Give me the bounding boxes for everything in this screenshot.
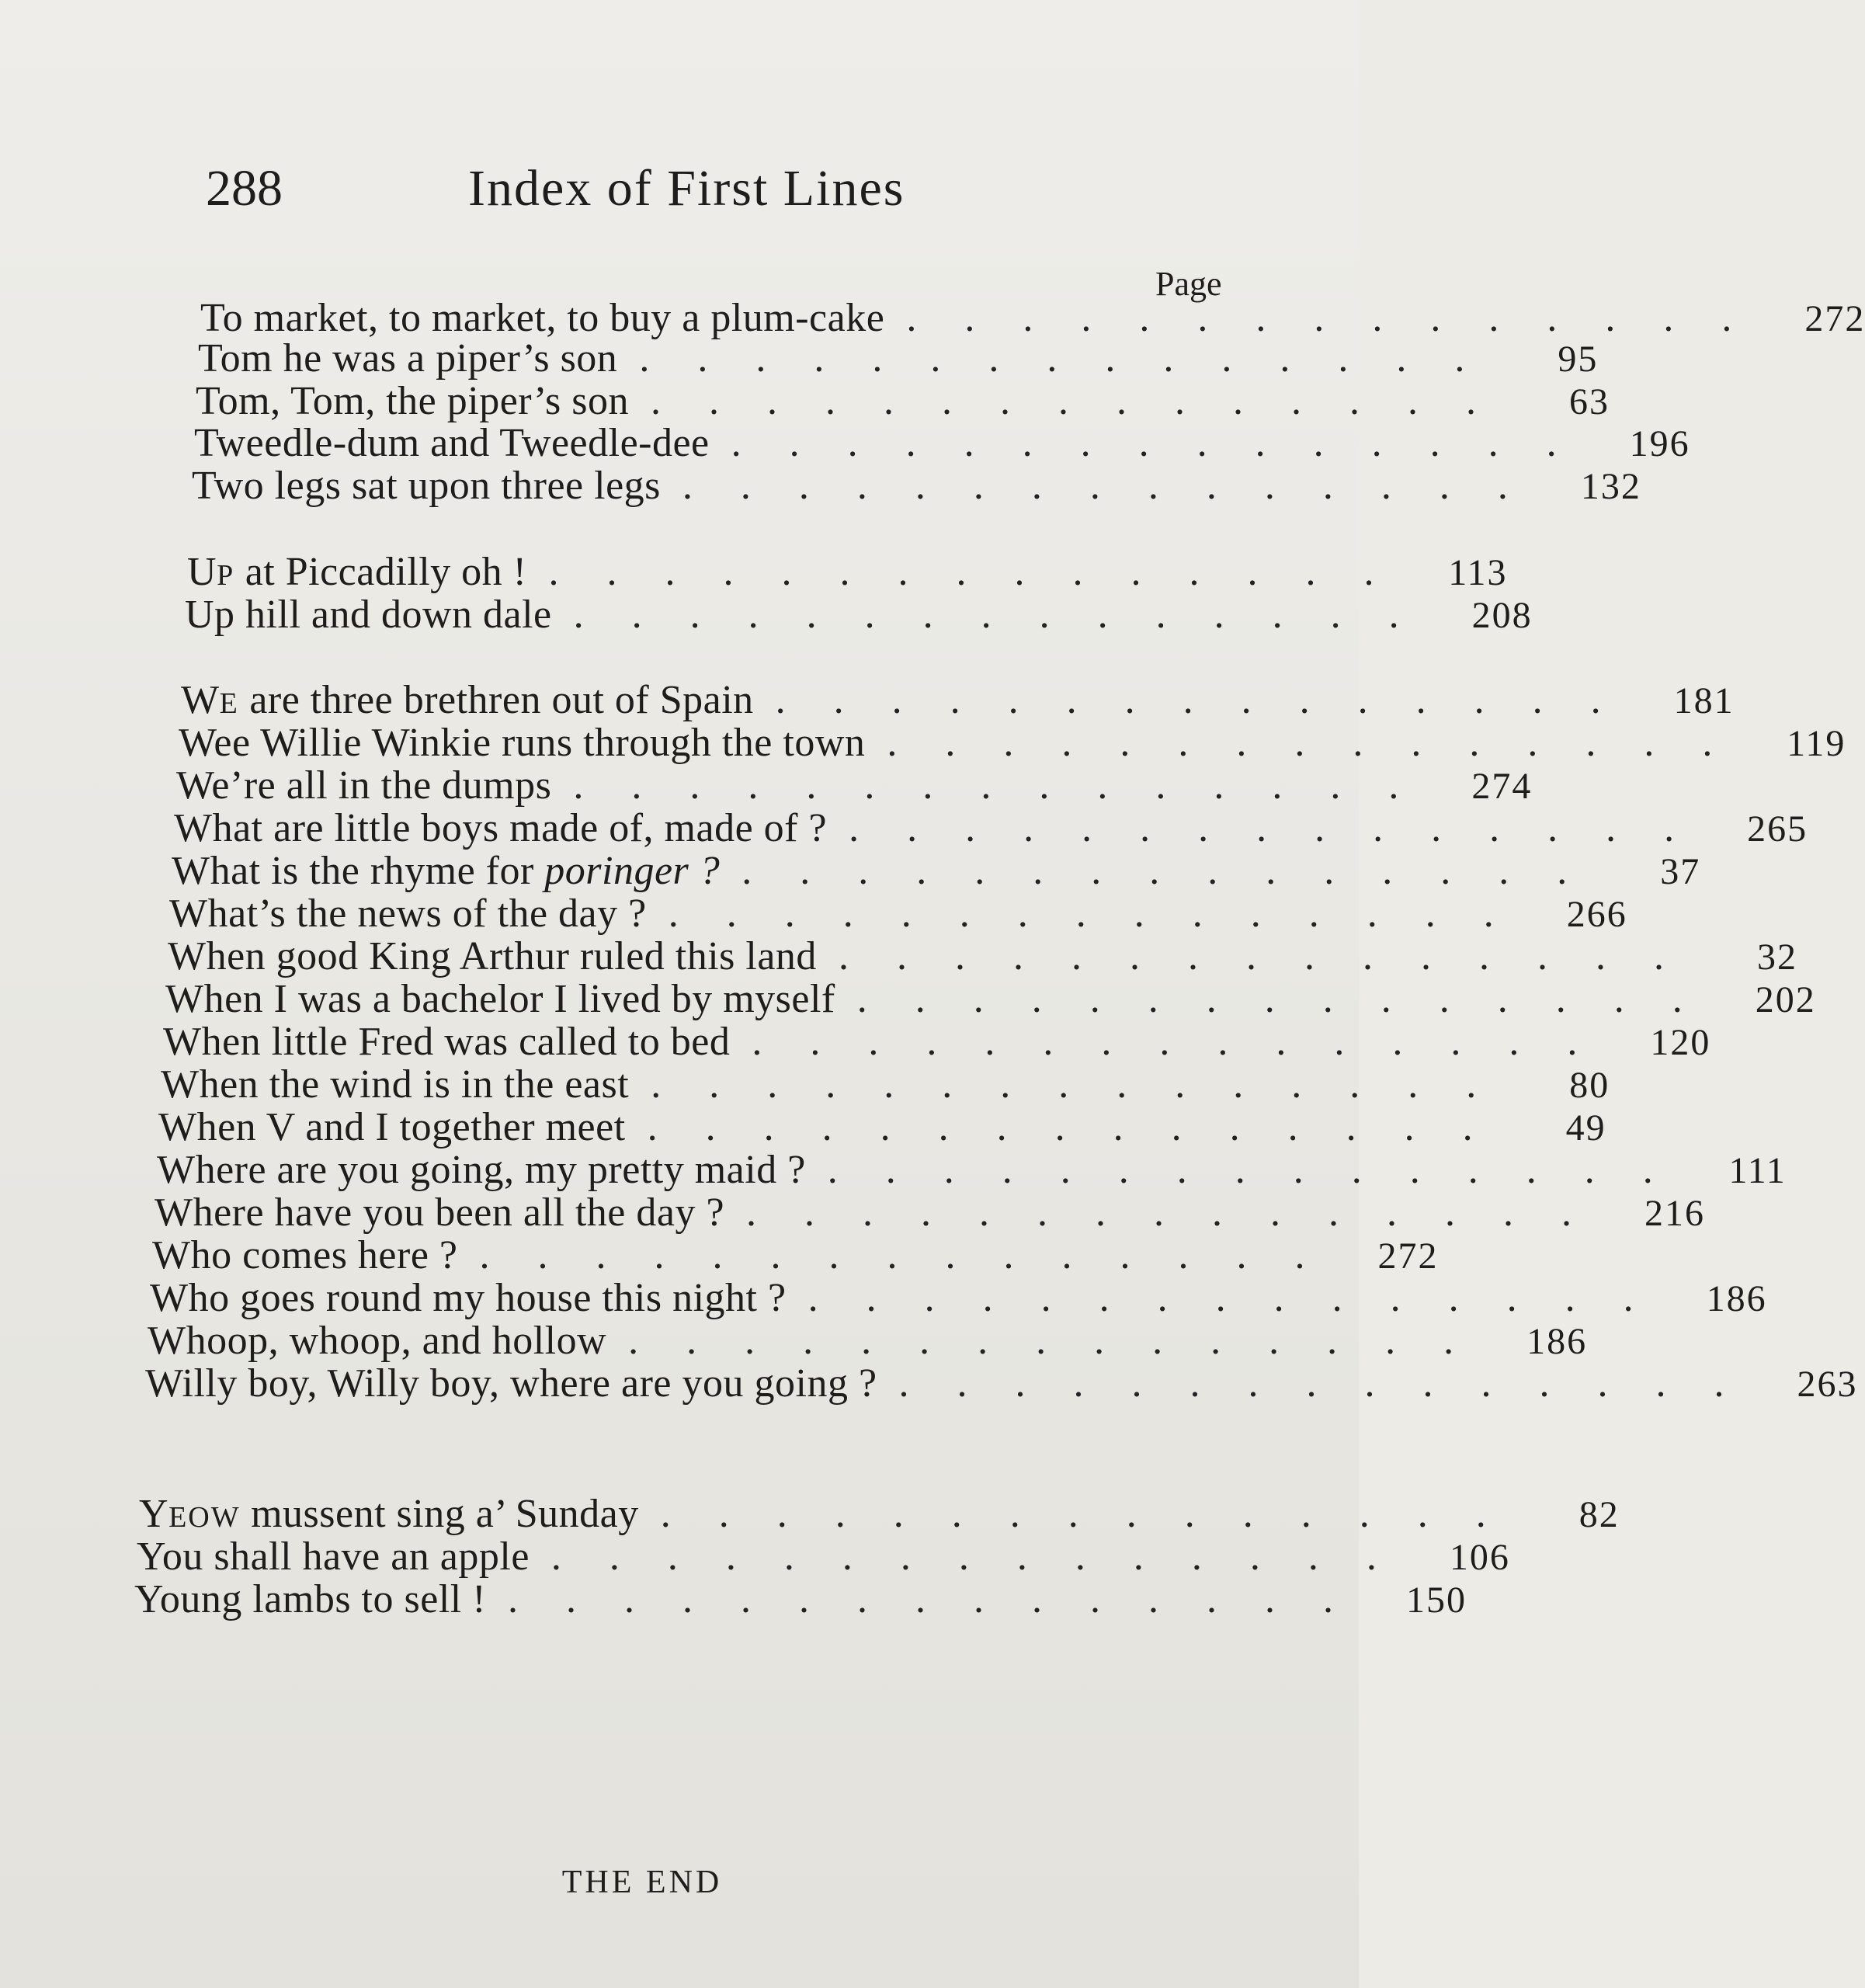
- page-ref: 186: [1526, 1321, 1588, 1362]
- first-line-text: [139, 1491, 639, 1537]
- index-entry: [179, 720, 1846, 766]
- first-line-text: [200, 295, 884, 341]
- line-text-main: are three brethren out of Spain: [249, 678, 754, 722]
- page-ref: 196: [1629, 423, 1690, 464]
- dot-leader: ...............: [746, 1190, 1620, 1235]
- index-entry: [176, 763, 1533, 808]
- index-entry: [196, 378, 1610, 424]
- line-text-main: When little Fred was called to bed: [163, 1020, 731, 1064]
- index-entry: [200, 295, 1865, 341]
- dot-leader: ...............: [639, 336, 1513, 381]
- the-end-text: THE END: [561, 1865, 723, 1900]
- line-text-main: mussent sing a’ Sunday: [251, 1492, 639, 1536]
- first-line-text: [148, 1318, 606, 1364]
- line-text-main: To market, to market, to buy a plum-cake: [200, 296, 885, 340]
- page-ref: 120: [1650, 1022, 1711, 1063]
- dot-leader: ...............: [838, 934, 1712, 978]
- dot-leader: ...............: [628, 1319, 1502, 1363]
- index-entry: [169, 891, 1627, 937]
- index-entry: [185, 592, 1533, 638]
- index-entry: [165, 976, 1816, 1022]
- line-text-main: Young lambs to sell !: [134, 1577, 487, 1621]
- index-entry: [163, 1019, 1711, 1065]
- dot-leader: ...............: [682, 464, 1556, 508]
- page-ref: 37: [1660, 851, 1701, 892]
- index-entry: [150, 1275, 1767, 1321]
- dot-leader: ...............: [647, 1105, 1521, 1149]
- index-entry: [194, 420, 1690, 466]
- line-text-main: Tweedle-dum and Tweedle-dee: [194, 421, 710, 465]
- line-text-main: Where have you been all the day ?: [155, 1190, 725, 1235]
- first-line-text: [150, 1275, 787, 1321]
- index-entry: [139, 1491, 1620, 1537]
- index-entry: [137, 1534, 1510, 1580]
- page-ref: 106: [1449, 1537, 1510, 1578]
- line-text-main: Tom he was a piper’s son: [198, 336, 618, 381]
- line-text-main: Who goes round my house this night ?: [150, 1276, 787, 1320]
- dot-leader: ...............: [807, 1276, 1682, 1320]
- line-text-main: What are little boys made of, made of ?: [174, 806, 828, 850]
- dot-leader: ...............: [741, 849, 1616, 893]
- line-text-main: When V and I together meet: [158, 1105, 626, 1149]
- dot-leader: ...............: [827, 1148, 1701, 1192]
- first-line-text: [137, 1534, 530, 1580]
- first-line-text: [134, 1576, 486, 1622]
- dot-leader: ...............: [651, 1062, 1525, 1107]
- first-line-text: [192, 463, 661, 509]
- page-title: Index of First Lines: [468, 160, 905, 217]
- index-entry: [155, 1190, 1706, 1236]
- line-text-main: When the wind is in the east: [161, 1062, 630, 1107]
- dot-leader: ...............: [898, 1361, 1773, 1406]
- dot-leader: ...............: [573, 593, 1447, 637]
- small-caps-initial: U: [187, 550, 217, 594]
- line-text-main: Wee Willie Winkie runs through the town: [179, 721, 866, 765]
- index-entry: [198, 335, 1599, 381]
- line-text-main: When I was a bachelor I lived by myself: [165, 977, 835, 1021]
- page-ref: 32: [1756, 937, 1797, 978]
- page-ref: 80: [1569, 1065, 1610, 1106]
- small-caps-rest: EOW: [168, 1501, 241, 1534]
- first-line-text: [169, 891, 647, 937]
- page-number: 288: [206, 160, 283, 217]
- index-entry: [187, 549, 1508, 595]
- page-ref: 208: [1471, 595, 1533, 636]
- line-text-main: What is the rhyme for: [172, 849, 534, 893]
- line-text-main: Up hill and down dale: [185, 593, 552, 637]
- small-caps-initial: W: [181, 678, 220, 722]
- line-text-main: Two legs sat upon three legs: [192, 464, 661, 508]
- first-line-text: [152, 1232, 457, 1278]
- index-entry: [161, 1062, 1610, 1107]
- dot-leader: ...............: [668, 891, 1542, 936]
- page-ref: 82: [1578, 1494, 1620, 1535]
- index-entry: [152, 1232, 1439, 1278]
- dot-leader: ...............: [906, 296, 1780, 340]
- dot-leader: ...............: [731, 421, 1605, 465]
- index-entry: [168, 933, 1797, 979]
- first-line-text: [161, 1062, 629, 1107]
- index-entry: [174, 805, 1808, 851]
- page-ref: 132: [1580, 466, 1641, 507]
- page-ref: 181: [1673, 680, 1735, 721]
- small-caps-rest: P: [217, 559, 235, 592]
- page-ref: 202: [1755, 979, 1816, 1020]
- first-line-text: [163, 1019, 730, 1065]
- line-text-main: Willy boy, Willy boy, where are you going ?: [145, 1361, 877, 1406]
- dot-leader: ...............: [550, 1534, 1425, 1579]
- line-text-main: When good King Arthur ruled this land: [168, 934, 817, 978]
- line-text-main: What’s the news of the day ?: [169, 891, 647, 936]
- index-entry: [192, 463, 1641, 509]
- index-entry: [157, 1147, 1787, 1193]
- dot-leader: ...............: [887, 721, 1761, 765]
- dot-leader: ...............: [573, 763, 1447, 808]
- page-ref: 186: [1706, 1278, 1767, 1319]
- line-text-main: at Piccadilly oh !: [245, 550, 527, 594]
- page-ref: 272: [1377, 1236, 1439, 1277]
- first-line-text: [198, 335, 617, 381]
- line-text-main: Who comes here ?: [152, 1233, 458, 1277]
- page-ref: 111: [1728, 1150, 1787, 1191]
- first-line-text: [165, 976, 835, 1022]
- dot-leader: ...............: [660, 1492, 1534, 1536]
- index-entry: [172, 848, 1701, 894]
- page-ref: 272: [1804, 298, 1865, 339]
- first-line-text: [158, 1104, 626, 1150]
- first-line-text: [174, 805, 827, 851]
- italic-word: poringer ?: [544, 849, 721, 893]
- line-text-main: Tom, Tom, the piper’s son: [196, 379, 629, 423]
- page-column-label: Page: [1155, 265, 1222, 303]
- page-header: [206, 159, 982, 221]
- dot-leader: ...............: [849, 806, 1723, 850]
- first-line-text: [145, 1361, 877, 1406]
- first-line-text: [157, 1147, 806, 1193]
- index-entry: [134, 1576, 1467, 1622]
- line-text-main: You shall have an apple: [137, 1534, 530, 1579]
- page-ref: 265: [1747, 808, 1808, 850]
- first-line-text: [185, 592, 552, 638]
- line-text-main: Whoop, whoop, and hollow: [148, 1319, 607, 1363]
- first-line-text: [176, 763, 551, 808]
- small-caps-rest: E: [219, 687, 239, 720]
- page-ref: 49: [1565, 1107, 1606, 1149]
- dot-leader: ...............: [508, 1577, 1382, 1621]
- page-ref: 95: [1558, 339, 1599, 380]
- first-line-text: [194, 420, 710, 466]
- page-ref: 263: [1797, 1364, 1858, 1405]
- page-ref: 150: [1406, 1580, 1467, 1621]
- page-ref: 63: [1568, 381, 1610, 422]
- page-ref: 113: [1448, 552, 1508, 593]
- dot-leader: ...............: [775, 678, 1649, 722]
- dot-leader: ...............: [548, 550, 1422, 594]
- dot-leader: ...............: [856, 977, 1731, 1021]
- first-line-text: [155, 1190, 724, 1236]
- page-ref: 119: [1787, 723, 1846, 764]
- dot-leader: ...............: [479, 1233, 1353, 1277]
- page-ref: 216: [1644, 1193, 1706, 1234]
- page-ref: 274: [1471, 766, 1533, 807]
- first-line-text: [179, 720, 865, 766]
- the-end: [0, 1864, 1359, 1901]
- first-line-text: [187, 549, 527, 595]
- page-ref: 266: [1566, 894, 1627, 935]
- dot-leader: ...............: [650, 379, 1524, 423]
- small-caps-initial: Y: [139, 1492, 169, 1536]
- dot-leader: ...............: [752, 1020, 1626, 1064]
- first-line-text: [181, 677, 754, 723]
- index-entry: [148, 1318, 1588, 1364]
- index-entry: [158, 1104, 1606, 1150]
- first-line-text: [196, 378, 629, 424]
- index-entry: [145, 1361, 1858, 1406]
- first-line-text: [168, 933, 817, 979]
- index-entry: [181, 677, 1735, 723]
- line-text-main: We’re all in the dumps: [176, 763, 552, 808]
- line-text-main: Where are you going, my pretty maid ?: [157, 1148, 806, 1192]
- first-line-text: [172, 848, 720, 894]
